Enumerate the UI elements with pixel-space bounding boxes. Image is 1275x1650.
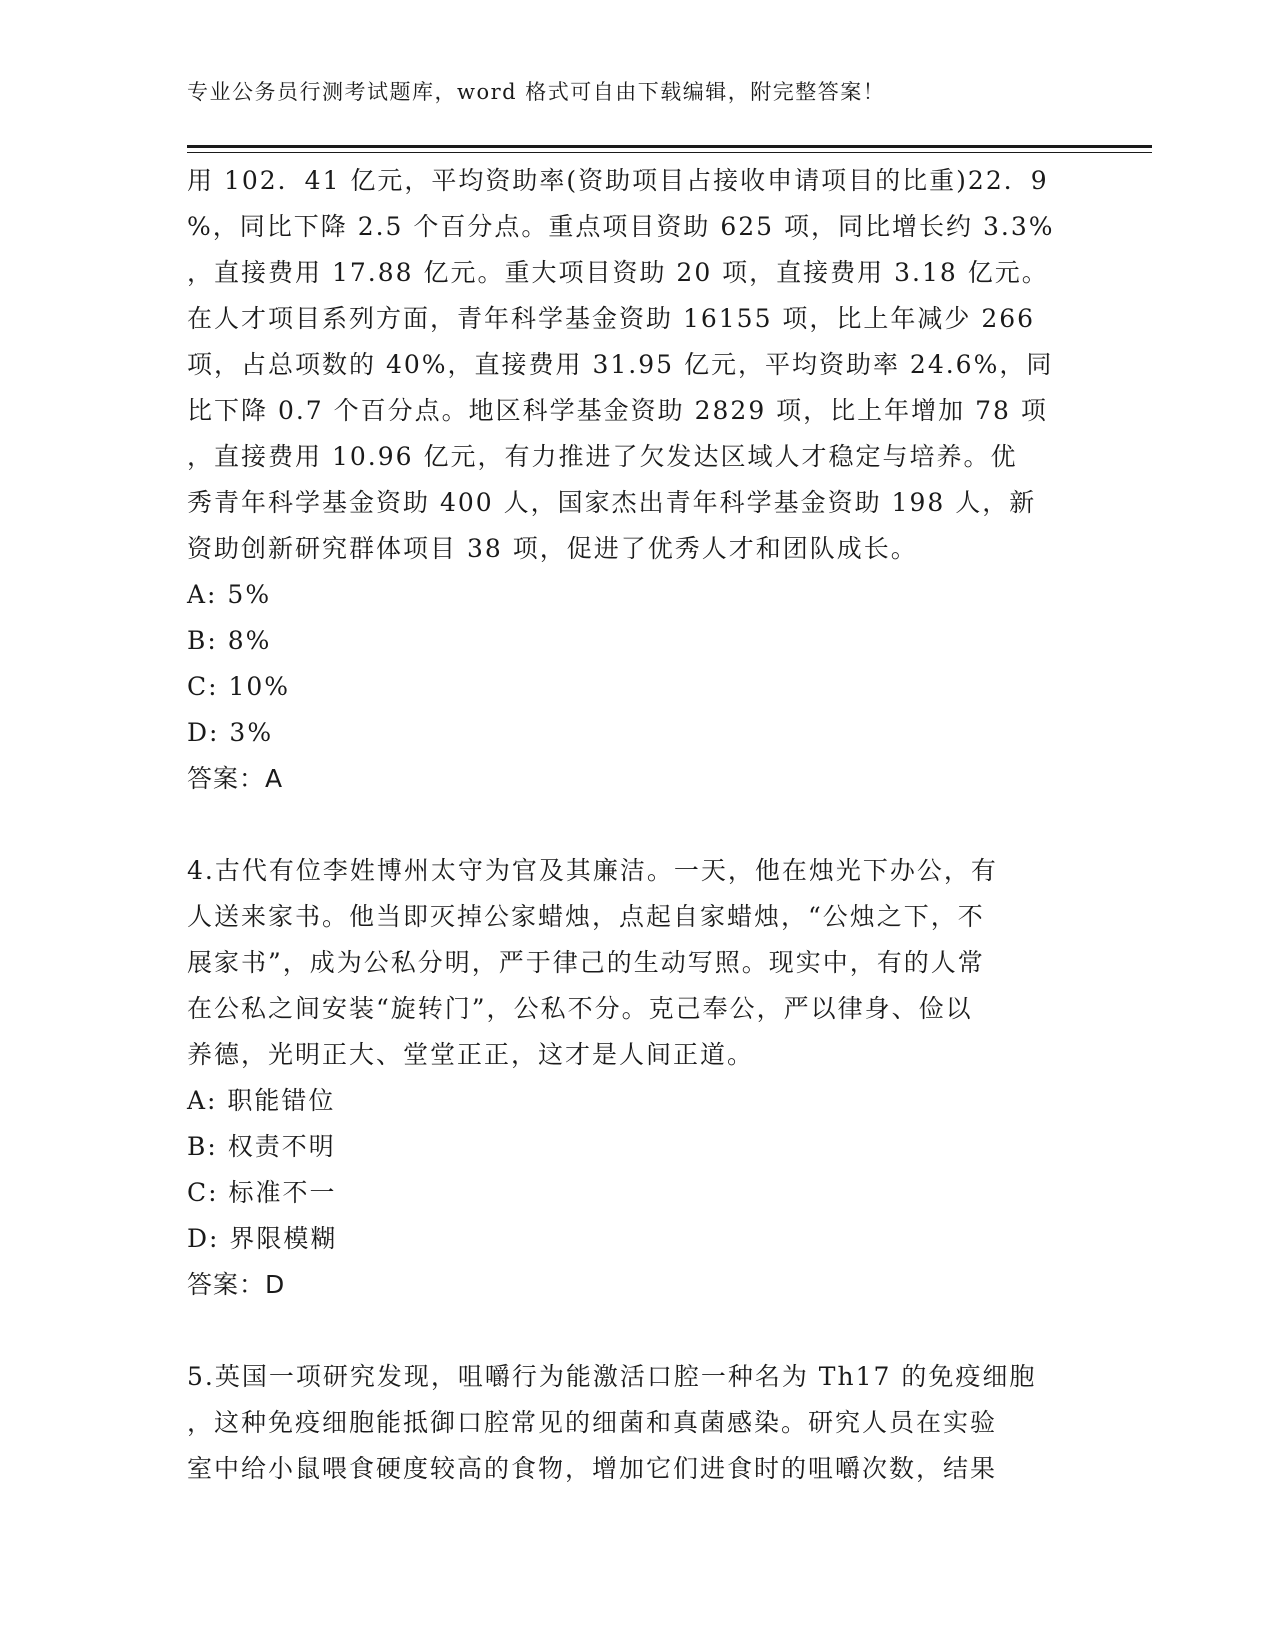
question-text-line: 秀青年科学基金资助 400 人，国家杰出青年科学基金资助 198 人，新 — [187, 488, 1037, 517]
page-header-text: 专业公务员行测考试题库，word 格式可自由下载编辑，附完整答案！ — [187, 80, 886, 104]
option-d: D: 界限模糊 — [187, 1224, 338, 1253]
option-c: C: 标准不一 — [187, 1178, 337, 1207]
spacer — [187, 1308, 1087, 1354]
header-divider — [187, 145, 1152, 153]
question-text-line: 养德，光明正大、堂堂正正，这才是人间正道。 — [187, 1040, 755, 1069]
question-text-line: 室中给小鼠喂食硬度较高的食物，增加它们进食时的咀嚼次数，结果 — [187, 1454, 998, 1483]
question-text-line: 比下降 0.7 个百分点。地区科学基金资助 2829 项，比上年增加 78 项 — [187, 396, 1048, 425]
question-4 — [187, 848, 1087, 1308]
question-text-line: 人送来家书。他当即灭掉公家蜡烛，点起自家蜡烛，“公烛之下，不 — [187, 902, 985, 931]
question-text-line: ，直接费用 10.96 亿元，有力推进了欠发达区域人才稳定与培养。优 — [187, 442, 1018, 471]
question-text-line: 资助创新研究群体项目 38 项，促进了优秀人才和团队成长。 — [187, 534, 918, 563]
question-text-line: 在人才项目系列方面，青年科学基金资助 16155 项，比上年减少 266 — [187, 304, 1036, 333]
question-text-line: ，这种免疫细胞能抵御口腔常见的细菌和真菌感染。研究人员在实验 — [187, 1408, 998, 1437]
question-text-line: 在公私之间安装“旋转门”，公私不分。克己奉公，严以律身、俭以 — [187, 994, 973, 1023]
question-text-line: 4.古代有位李姓博州太守为官及其廉洁。一天，他在烛光下办公，有 — [187, 856, 998, 885]
spacer — [187, 802, 1087, 848]
option-b: B: 8% — [187, 626, 272, 655]
option-a: A: 职能错位 — [187, 1086, 336, 1115]
option-d: D: 3% — [187, 718, 274, 747]
question-text-line: ，直接费用 17.88 亿元。重大项目资助 20 项，直接费用 3.18 亿元。 — [187, 258, 1049, 287]
question-text-line: 用 102．41 亿元，平均资助率(资助项目占接收申请项目的比重)22．9 — [187, 166, 1049, 195]
answer-line: 答案：D — [187, 1270, 286, 1299]
question-text-line: %，同比下降 2.5 个百分点。重点项目资助 625 项，同比增长约 3.3% — [187, 212, 1055, 241]
option-b: B: 权责不明 — [187, 1132, 336, 1161]
question-text-line: 展家书”，成为公私分明，严于律己的生动写照。现实中，有的人常 — [187, 948, 985, 977]
document-body — [187, 158, 1087, 1492]
question-3-continued — [187, 158, 1087, 802]
answer-line: 答案：A — [187, 764, 284, 793]
option-c: C: 10% — [187, 672, 291, 701]
question-5 — [187, 1354, 1087, 1492]
question-text-line: 项，占总项数的 40%，直接费用 31.95 亿元，平均资助率 24.6%，同 — [187, 350, 1054, 379]
option-a: A: 5% — [187, 580, 272, 609]
question-text-line: 5.英国一项研究发现，咀嚼行为能激活口腔一种名为 Th17 的免疫细胞 — [187, 1362, 1037, 1391]
